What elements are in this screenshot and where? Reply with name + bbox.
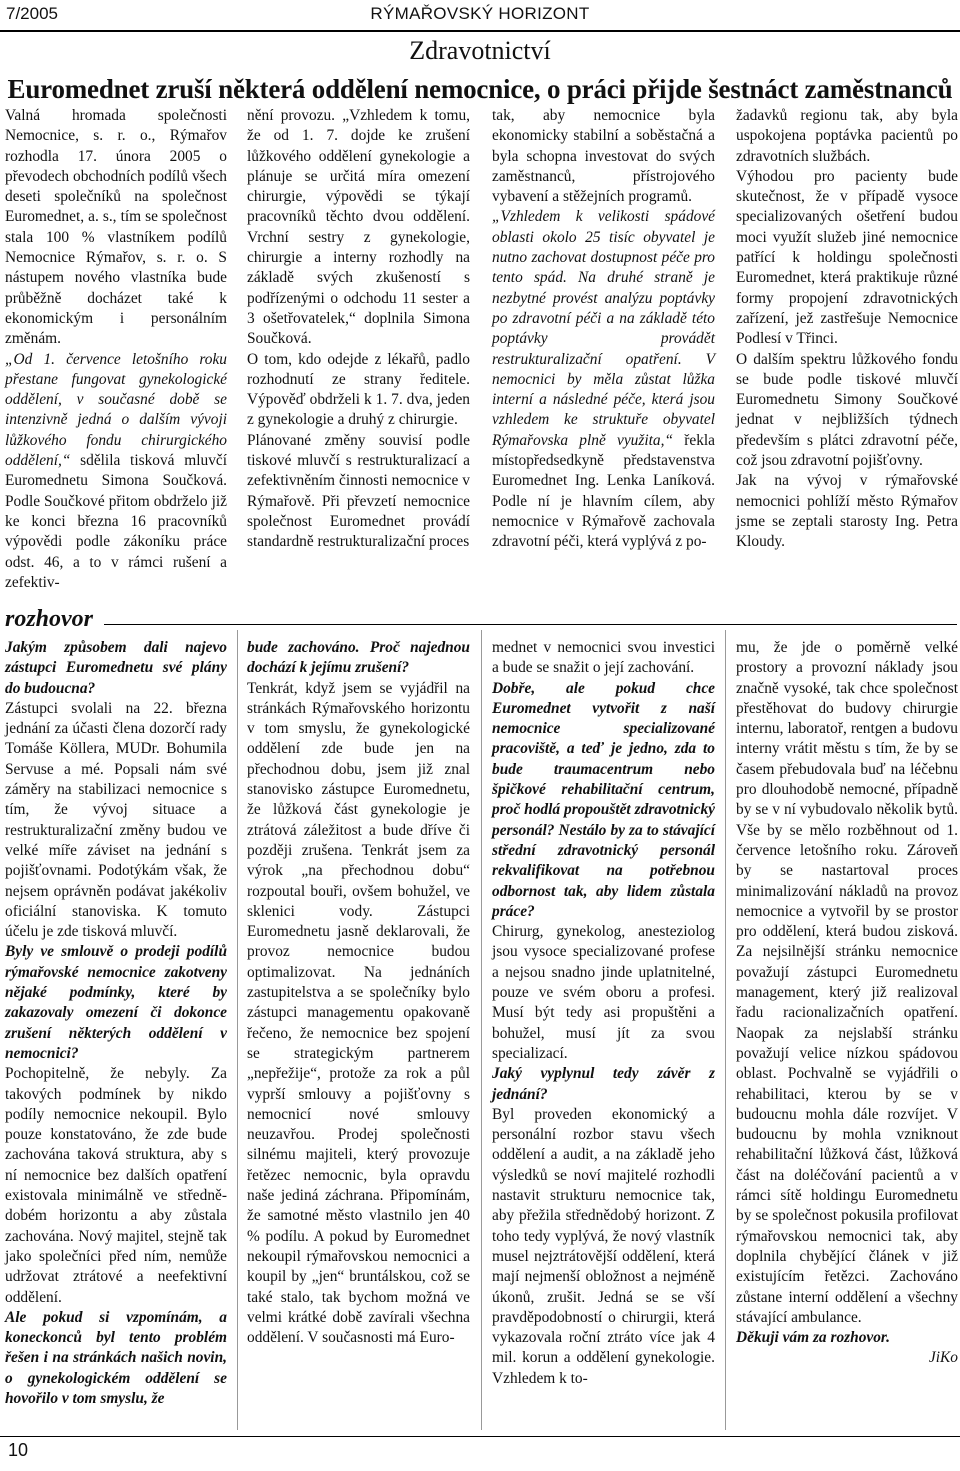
column-divider	[481, 630, 482, 1430]
paragraph: Výhodou pro pacienty bude skutečnost, že v případě vysoce specializovaných ošetření budou moci využít služeb jiné nemocnice patřící k holdingu společnosti Euromednet, která praktikuje různé formy propojení zdravotnických zařízení, jež zastřešuje Nemocnice Podlesí v Třinci.	[736, 167, 958, 348]
article-column-4	[736, 106, 958, 553]
paragraph: Valná hromada společnosti Nemocnice, s. r. o., Rýmařov rozhodla 17. února 2005 o převodech obchodních podílů všech deseti společníků na společnost Euromednet, a. s., tím se společnost stala 100 % vlastníkem podílů Nemocnice Rýmařov, s. r. o. S nástupem nového vlastníka bude průběžně docházet také k ekonomickým i personálním změnám.	[5, 107, 227, 348]
paragraph: O tom, kdo odejde z lékařů, padlo rozhodnutí ze strany ředitele. Výpověď obdrželi k 1. 7. dva, jeden z gynekologie a druhý z chirurgie.	[247, 350, 470, 429]
answer: Zástupci svolali na 22. března jednání za účasti člena dozorčí rady Tomáše Köllera, MUDr. Bohumila Servuse a mé. Popsali nám své záměry na stabilizaci nemocnice s tím, že vývoj situace a restrukturalizační změny budou ve velké míře záviset na jednání s pojišťovnami. Podotýkám však, že nejsem oprávněn podávat jakékoliv oficiální stanoviska. K tomuto účelu je zde tisková mluvčí.	[5, 699, 227, 941]
quote-text: „Vzhledem k velikosti spádové oblasti okolo 25 tisíc obyvatel je nutno zachovat dostupnost péče pro tento spád. Na druhé straně je nezbytné provést analýzu poptávky po zdravotní péči a na základě této poptávky provádět restrukturalizační opatření. V nemocnici by měla zůstat lůžka interní a následné péče, která jsou vzhledem ke struktuře obyvatel Rýmařovska plně využita,“	[492, 208, 715, 449]
answer: Byl proveden ekonomický a personální rozbor stavu všech oddělení a audit, a na základě jeho výsledků se noví majitelé rozhodli nastavit strukturu nemocnice tak, aby přežila střednědobý horizont. Z toho tedy vyplývá, že nový vlastník musel nejztrátovější oddělení, která mají nejmenší obložnost a nejméně úkonů, zrušit. Jedná se se vší pravděpodobností o chirurgii, která vykazovala roční ztráto více jak 4 mil. korun a oddělení gynekologie. Vzhledem k to-	[492, 1105, 715, 1387]
answer: mu, že jde o poměrně velké prostory a provozní náklady jsou značně vysoké, tak chce společnost přestěhovat do budovy chirurgie internu, laboratoř, rentgen a budovu interny vrátit městu s tím, že by se časem přebudovala buď na léčebnu pro dlouhodobě nemocné, případně by se v ní vybudovalo několik bytů. Vše by se mělo rozběhnout od 1. července letošního roku. Zároveň by se nastartoval proces minimalizování nákladů na provoz nemocnice a vytvořil by se prostor pro oddělení, která budou zisková. Za nejsilnější stránku nemocnice považují zástupci Euromednetu management, který již realizoval řadu racionalizačních opatření. Naopak za nejslabší stránku považují velice nízkou spádovou oblast. Pochvalně se vyjádřili o rehabilitaci, kterou by se v budoucnu mohla dále rozvíjet. V budoucnu by mohla vzniknout rehabilitační lůžková část, lůžková část na doléčování pacientů a v rámci sítě holdingu Euromednetu by se společnost pokusila profilovat rýmařovskou nemocnici tak, aby doplnila chybějící článek v již existujícím řetězci. Zachováno zůstane interní oddělení a všechny stávající ambulance.	[736, 639, 958, 1326]
author-signature: JiKo	[928, 1349, 958, 1367]
answer: Pochopitelně, že nebyly. Za takových podmínek by nikdo podíly nemocnice nekoupil. Bylo pouze konstatováno, že zde bude zachována taková struktura, aby s ní nemocnice bez dalších opatření existovala minimálně ve střednědobém horizontu a aby zůstala zachována. Nový majitel, stejně tak jako společníci před ním, nemůže udržovat ztrátové a neefektivní oddělení.	[5, 1065, 227, 1306]
article-column-2	[247, 106, 470, 553]
paragraph: Plánované změny souvisí podle tiskové mluvčí s restrukturalizací a zefektivněním činnosti nemocnice v Rýmařově. Při převzetí nemocnice společnost Euromednet provádí standardně restrukturalizační proces	[247, 431, 470, 551]
footer-rule	[0, 1436, 960, 1437]
closing-line: Děkuji vám za rozhovor.	[736, 1329, 890, 1347]
answer: Tenkrát, když jsem se vyjádřil na stránkách Rýmařovského horizontu v tom smyslu, že gynekologické oddělení zde bude jen na přechodnou dobu, jsem již znal stanovisko zástupce Euromednetu, že lůžková část gynekologie je ztrátová záležitost a bude dříve či později zrušena. Tenkrát jsem za výrok „na přechodnou dobu“ rozpoutal bouři, ovšem bohužel, ve sklenici vody. Zástupci Euromednetu jasně deklarovali, že provoz nemocnice budou optimalizovat. Na jednáních zastupitelstva a se společníky bylo zástupci managementu opakovaně řečeno, že nemocnice bez spojení se strategickým partnerem „nepřežije“, protože za rok a půl vyprší smlouvy a pojišťovny s nemocnicí nové smlouvy neuzavřou. Prodej společnosti silnému majiteli, který provozuje řetězec nemocnic, byla opravdu naše jediná záchrana. Připomínám, že samotné město vlastnilo jen 40 % podílu. A pokud by Euromednet nekoupil rýmařovskou nemocnici a koupil by „jen“ bruntálskou, což se také stalo, tak bychom možná ve velmi krátké době zavírali všechna oddělení. V současnosti má Euro-	[247, 679, 470, 1347]
interview-divider	[104, 624, 957, 625]
answer: mednet v nemocnici svou investici a bude se snažit o její zachování.	[492, 639, 715, 677]
paragraph-tail: doplnila Simona Součková.	[247, 309, 470, 348]
article-column-3	[492, 106, 715, 553]
issue-number: 7/2005	[6, 4, 58, 23]
question: Byly ve smlouvě o prodeji podílů rýmařovské nemocnice zakotveny nějaké podmínky, které by zakazovaly omezení či dokonce zrušení některých oddělení v nemocnici?	[5, 943, 227, 1062]
paragraph: O dalším spektru lůžkového fondu se bude podle tiskové mluvčí Euromednetu Simony Součkové jednat v nejbližších týdnech především s plátci zdravotní péče, což jsou zdravotní pojišťovny.	[736, 350, 958, 470]
paragraph: žadavků regionu tak, aby byla uspokojena poptávka pacientů po zdravotních službách.	[736, 107, 958, 165]
paragraph-tail: řekla místopředsedkyně představenstva Euromednet Ing. Lenka Laníková. Podle ní je hlavním cílem, aby nemocnice v Rýmařově zachovala zdravotní péči, která vyplývá z po-	[492, 431, 715, 551]
interview-column-2	[247, 638, 470, 1348]
question: Ale pokud si vzpomínám, a koneckonců byl tento problém řešen i na stránkách našich novin, o gynekologickém oddělení se hovořilo v tom smyslu, že	[5, 1308, 227, 1407]
paragraph-tail: sdělila tisková mluvčí Euromednetu Simona Součková. Podle Součkové přitom obdrželo již ke konci března 16 pracovníků výpovědi podle zákoníku práce odst. 46, a to v rámci rušení a zefektiv-	[5, 452, 227, 591]
interview-column-3	[492, 638, 715, 1389]
paragraph: Jak na vývoj v rýmařovské nemocnici pohlíží město Rýmařov jsme se zeptali starosty Ing. Petra Kloudy.	[736, 472, 958, 551]
column-divider	[237, 630, 238, 1430]
article-column-1	[5, 106, 227, 593]
paragraph: tak, aby nemocnice byla ekonomicky stabilní a soběstačná a byla schopna investovat do svých zaměstnanců, přístrojového vybavení a stěžejních programů.	[492, 107, 715, 206]
paragraph: nění provozu. „Vzhledem k tomu, že od 1. 7. dojde ke zrušení lůžkového oddělení gynekologie a plánuje se určitá míra omezení chirurgie, výpovědi se týkají pracovníků těchto dvou oddělení. Vrchní sestry z gynekologie, chirurgie a interny rozhodly na základě svých zkušeností s podřízenými o odchodu 11 sester a 3 ošetřovatelek,“	[247, 107, 470, 327]
answer: Chirurg, gynekolog, anesteziolog jsou vysoce specializované profese a nejsou snadno jinde uplatnitelné, pouze ve svém oboru a profesi. Musí být tedy asi propuštěni a bohužel, musí jít za svou specializací.	[492, 923, 715, 1062]
page-number: 10	[8, 1440, 29, 1460]
interview-column-1	[5, 638, 227, 1409]
article-headline: Euromednet zruší některá oddělení nemocnice, o práci přijde šestnáct zaměstnanců	[7, 74, 953, 104]
question: Jaký vyplynul tedy závěr z jednání?	[492, 1065, 715, 1103]
section-title: Zdravotnictví	[409, 36, 551, 65]
column-divider	[725, 630, 726, 1430]
question: Dobře, ale pokud chce Euromednet vytvořit z naší nemocnice specializované pracoviště, a teď je jedno, zda to bude traumacentrum nebo špičkové rehabilitační centrum, proč hodlá propouštět zdravotnický personál? Nestálo by za to stávající střední zdravotnický personál rekvalifikovat na potřebnou odbornost tak, aby lidem zůstala práce?	[492, 679, 715, 920]
newspaper-title: RÝMAŘOVSKÝ HORIZONT	[370, 4, 590, 23]
page-header	[0, 0, 960, 32]
quote-text: „Od 1. července letošního roku přestane fungovat gynekologické oddělení, v současné době se intenzivně jedná o dalším vývoji lůžkového fondu chirurgického oddělení,“	[5, 350, 227, 470]
question: bude zachováno. Proč najednou dochází k jejímu zrušení?	[247, 639, 470, 677]
question: Jakým způsobem dali najevo zástupci Euromednetu své plány do budoucna?	[5, 639, 227, 697]
interview-column-4	[736, 638, 958, 1369]
interview-label: rozhovor	[5, 606, 94, 632]
